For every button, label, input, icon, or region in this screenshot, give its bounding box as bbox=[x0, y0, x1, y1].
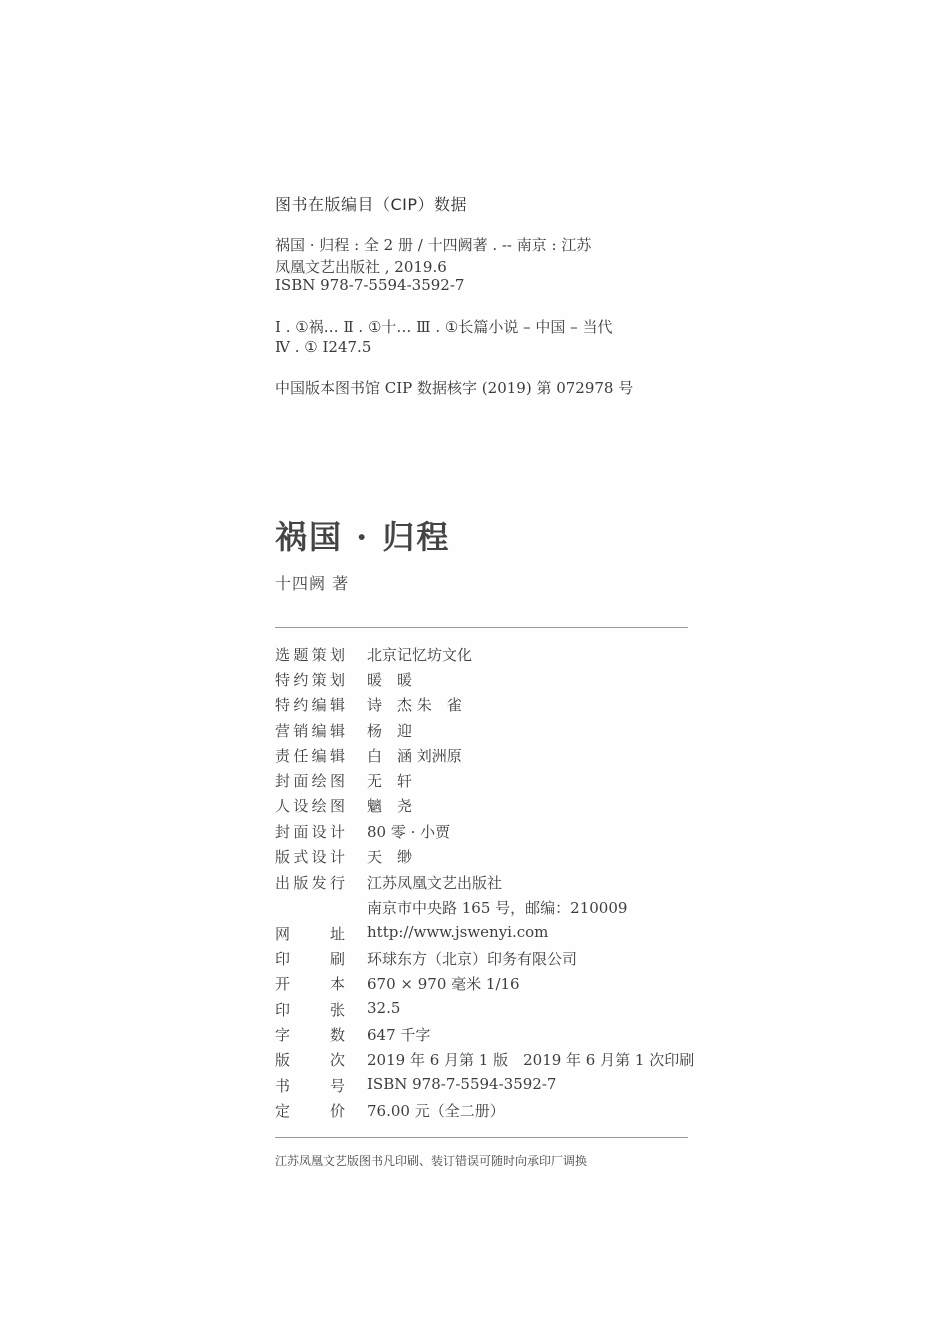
info-value: 诗 杰 朱 雀 bbox=[367, 696, 462, 714]
info-label: 责任编辑 bbox=[275, 747, 345, 765]
cip-line-5: Ⅳ . ① I247.5 bbox=[275, 338, 372, 356]
info-label: 网址 bbox=[275, 925, 345, 943]
cip-line-6: 中国版本图书馆 CIP 数据核字 (2019) 第 072978 号 bbox=[275, 379, 634, 397]
info-value: ISBN 978-7-5594-3592-7 bbox=[367, 1075, 557, 1093]
info-value: 80 零 · 小贾 bbox=[367, 823, 451, 841]
info-label: 定价 bbox=[275, 1102, 345, 1120]
info-value: 76.00 元（全二册） bbox=[367, 1102, 505, 1120]
info-label: 版次 bbox=[275, 1051, 345, 1069]
cip-line-4: Ⅰ . ①祸… Ⅱ . ①十… Ⅲ . ①长篇小说 – 中国 – 当代 bbox=[275, 318, 613, 336]
footer-note: 江苏凤凰文艺版图书凡印刷、装订错误可随时向承印厂调换 bbox=[275, 1154, 588, 1168]
info-label: 选题策划 bbox=[275, 646, 345, 664]
info-label: 书号 bbox=[275, 1077, 345, 1095]
cip-line-3: ISBN 978-7-5594-3592-7 bbox=[275, 276, 465, 294]
info-label: 印张 bbox=[275, 1001, 345, 1019]
divider-top bbox=[275, 627, 688, 628]
info-value: 647 千字 bbox=[367, 1026, 431, 1044]
info-label: 封面绘图 bbox=[275, 772, 345, 790]
info-value: 南京市中央路 165 号，邮编：210009 bbox=[367, 899, 628, 917]
cip-line-2: 凤凰文艺出版社 , 2019.6 bbox=[275, 258, 447, 276]
info-value: 2019 年 6 月第 1 版 2019 年 6 月第 1 次印刷 bbox=[367, 1051, 695, 1069]
info-label: 字数 bbox=[275, 1026, 345, 1044]
info-label: 营销编辑 bbox=[275, 722, 345, 740]
info-label: 特约编辑 bbox=[275, 696, 345, 714]
info-label: 封面设计 bbox=[275, 823, 345, 841]
info-value: 32.5 bbox=[367, 999, 401, 1017]
info-value: http://www.jswenyi.com bbox=[367, 923, 549, 941]
cip-line-1: 祸国 · 归程 : 全 2 册 / 十四阙著 . -- 南京 : 江苏 bbox=[275, 236, 592, 254]
info-value: 环球东方（北京）印务有限公司 bbox=[367, 950, 578, 968]
book-title: 祸国 · 归程 bbox=[275, 518, 451, 556]
info-label: 出版发行 bbox=[275, 874, 345, 892]
book-author: 十四阙 著 bbox=[275, 574, 350, 593]
info-label: 开本 bbox=[275, 975, 345, 993]
cip-heading: 图书在版编目（CIP）数据 bbox=[275, 195, 468, 214]
info-value: 天 缈 bbox=[367, 848, 413, 866]
info-value: 北京记忆坊文化 bbox=[367, 646, 473, 664]
divider-bottom bbox=[275, 1137, 688, 1138]
info-label: 版式设计 bbox=[275, 848, 345, 866]
info-value: 江苏凤凰文艺出版社 bbox=[367, 874, 503, 892]
info-label: 人设绘图 bbox=[275, 797, 345, 815]
info-label: 印刷 bbox=[275, 950, 345, 968]
info-value: 白 涵 刘洲原 bbox=[367, 747, 462, 765]
info-value: 670 × 970 毫米 1/16 bbox=[367, 975, 520, 993]
info-value: 杨 迎 bbox=[367, 722, 413, 740]
info-value: 无 轩 bbox=[367, 772, 413, 790]
info-value: 暖 暖 bbox=[367, 671, 413, 689]
info-value: 魑 尧 bbox=[367, 797, 413, 815]
info-label: 特约策划 bbox=[275, 671, 345, 689]
